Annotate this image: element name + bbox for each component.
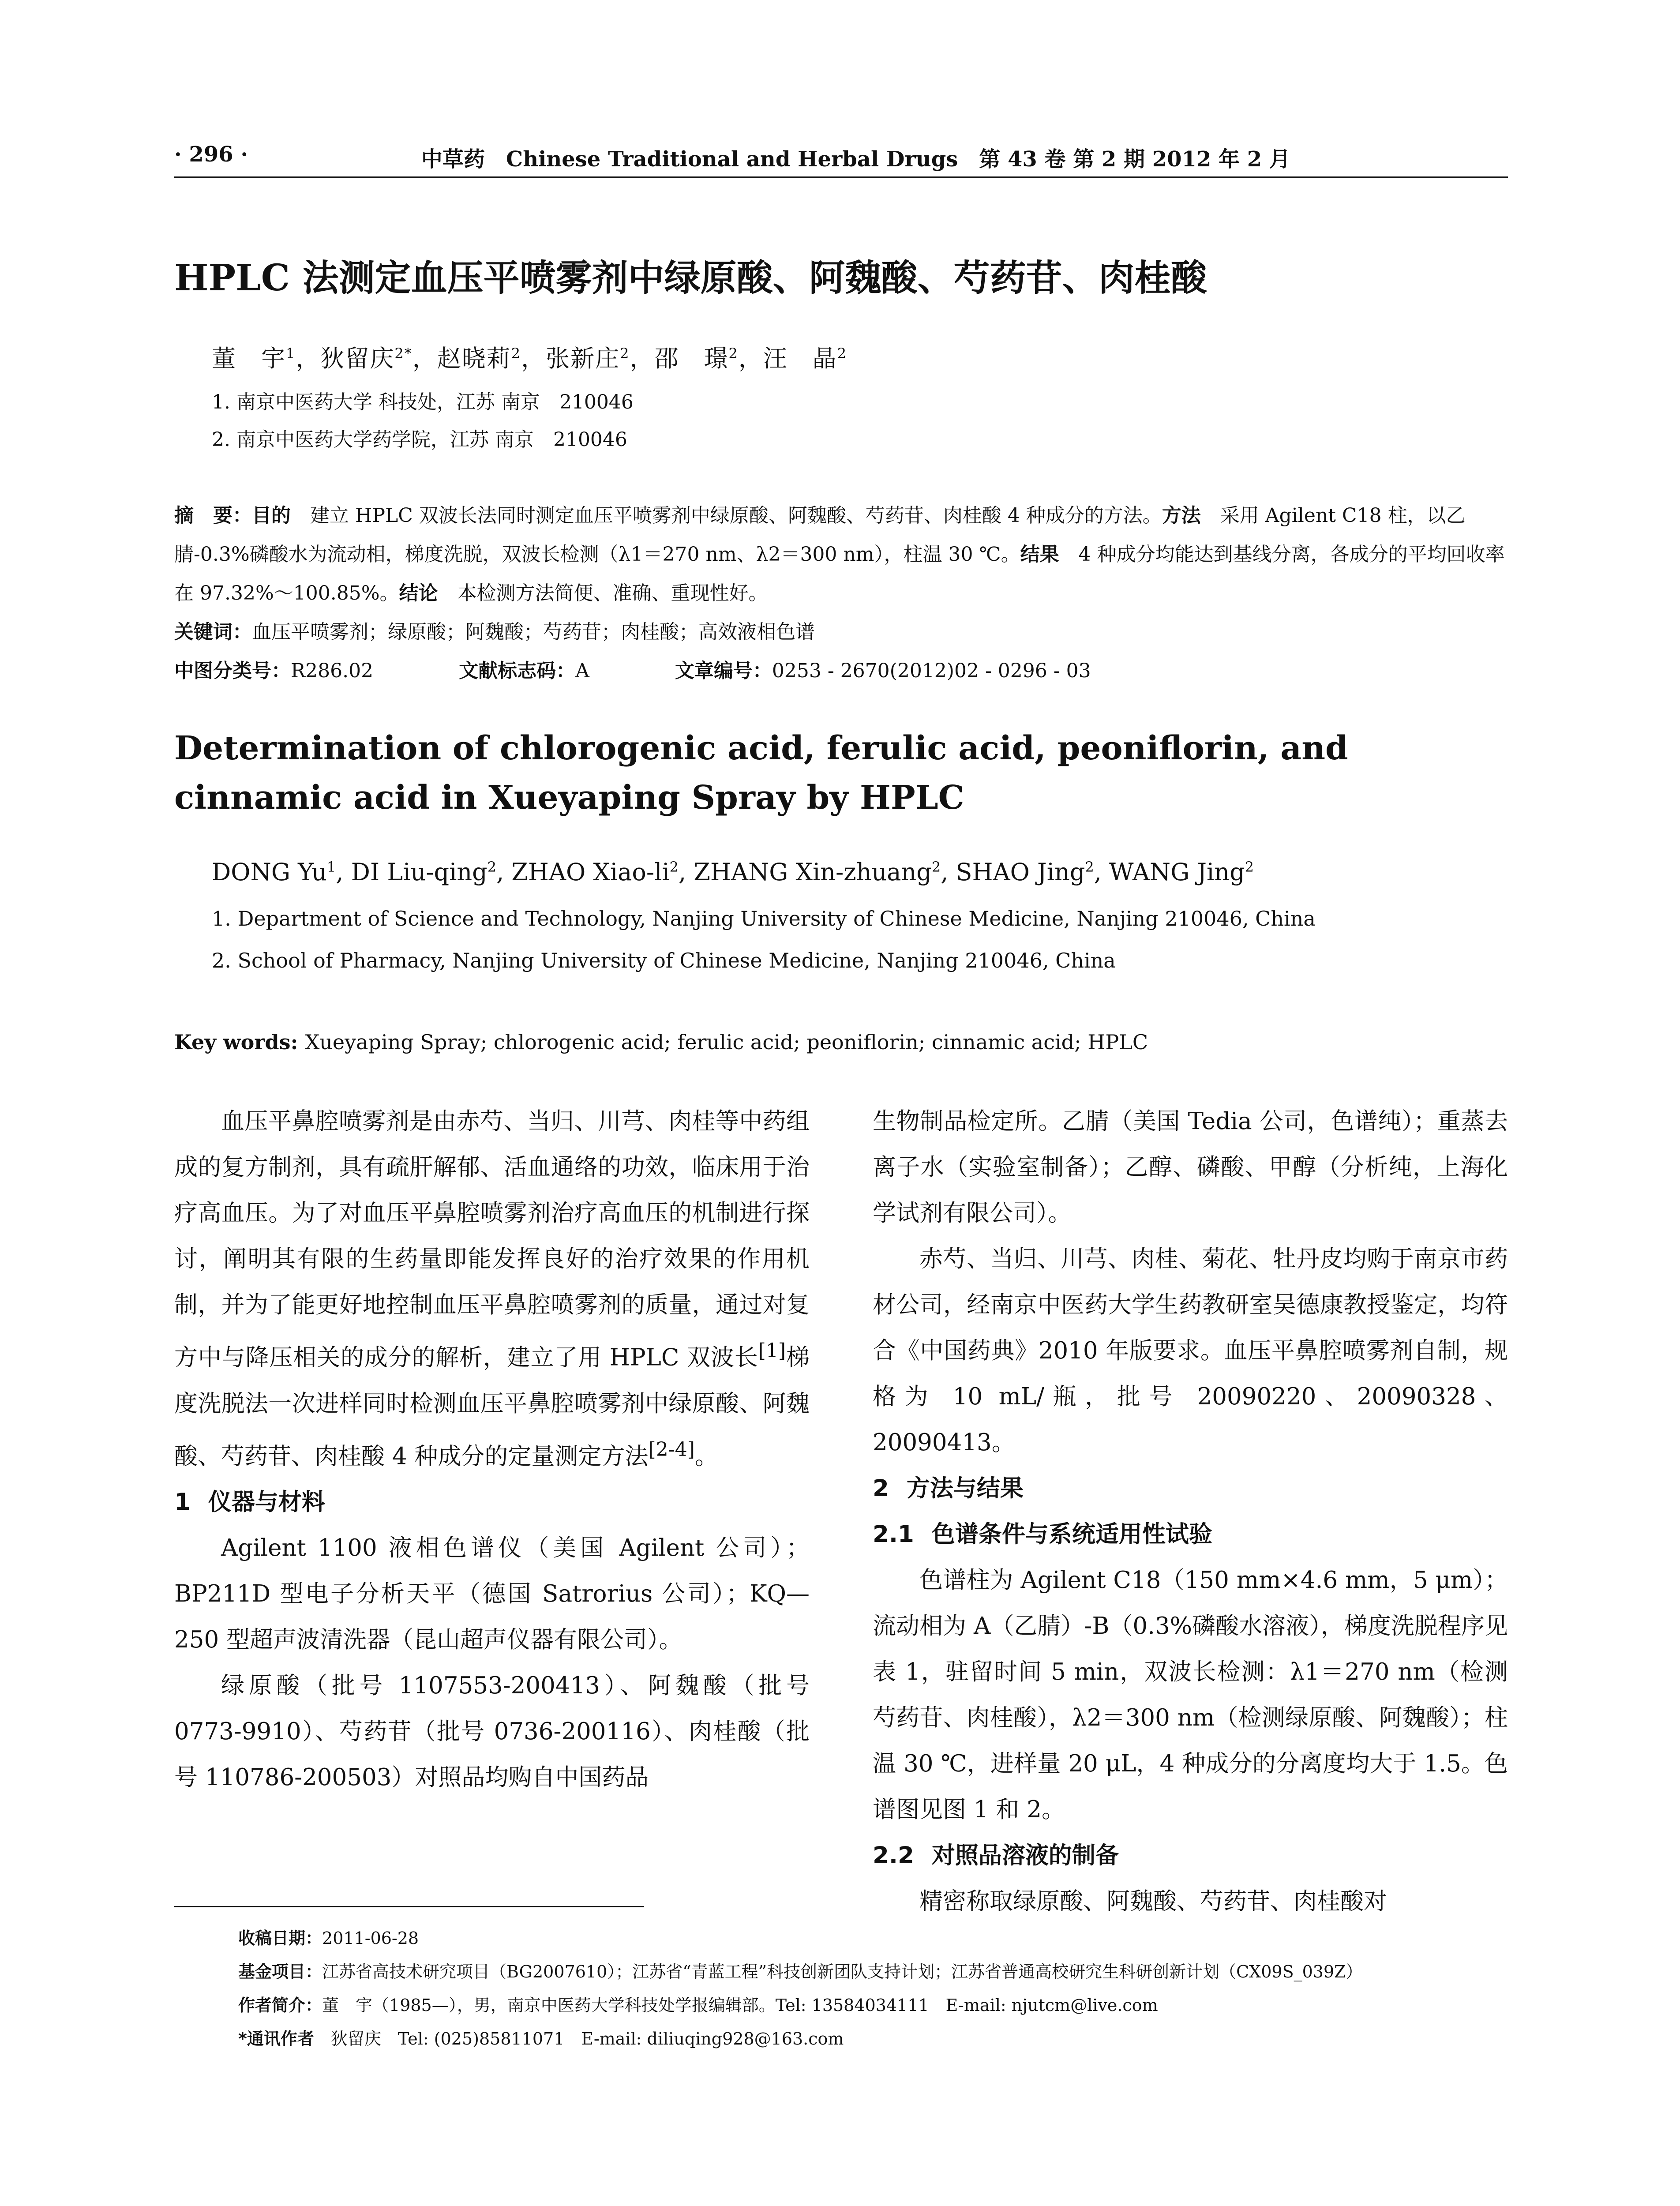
keywords-english xyxy=(174,1030,1148,1054)
author-superscript: 1 xyxy=(286,345,296,362)
author-superscript: 2 xyxy=(1245,859,1254,875)
author-name-en: WANG Jing xyxy=(1109,858,1245,886)
objective-label: 目的 xyxy=(252,504,291,527)
affiliation-cn-2: 2. 南京中医药大学药学院，江苏 南京 210046 xyxy=(212,428,627,451)
footnote-received xyxy=(238,1921,1509,1955)
fund-label: 基金项目： xyxy=(238,1962,322,1981)
citation: [1] xyxy=(758,1339,786,1362)
reference-standards-paragraph: 绿原酸（批号 1107553-200413）、阿魏酸（批号 0773-9910）、芍药苷（批号 0736-200116）、肉桂酸（批号 110786-200503）对照品均购自中国药品 xyxy=(174,1672,810,1791)
author-name-en: DONG Yu xyxy=(212,858,327,886)
author-name: 汪 晶 xyxy=(763,345,837,372)
intro-text-a: 血压平鼻腔喷雾剂是由赤芍、当归、川芎、肉桂等中药组成的复方制剂，具有疏肝解郁、活血通络的功效，临床用于治疗高血压。为了对血压平鼻腔喷雾剂治疗高血压的机制进行探讨，阐明其有限的生药量即能发挥良好的治疗效果的作用机制，并为了能更好地控制血压平鼻腔喷雾剂的质量，通过对复方中与降压相关的成分的解析，建立了用 HPLC 双波长 xyxy=(174,1108,810,1371)
method-text: 采用 Agilent C18 柱，以乙腈-0.3%磷酸水为流动相，梯度洗脱，双波长检测（λ1＝270 nm、λ2＝300 nm），柱温 30 ℃。 xyxy=(174,504,1466,566)
footnote-rule xyxy=(174,1906,644,1907)
keywords-cn-text: 血压平喷雾剂；绿原酸；阿魏酸；芍药苷；肉桂酸；高效液相色谱 xyxy=(252,621,815,643)
abstract-paragraph xyxy=(174,496,1508,613)
footnote-fund xyxy=(238,1955,1509,1988)
result-text: 4 种成分均能达到基线分离，各成分的平均回收率在 97.32%～100.85%。 xyxy=(174,543,1505,604)
corresponding-text: 狄留庆 Tel: (025)85811071 E-mail: diliuqing928@163.com xyxy=(314,2029,844,2048)
article-number-value: 0253 - 2670(2012)02 - 0296 - 03 xyxy=(772,660,1091,682)
conclusion-label: 结论 xyxy=(399,582,438,604)
affiliation-en-2: 2. School of Pharmacy, Nanjing University of Chinese Medicine, Nanjing 210046, China xyxy=(212,949,1116,972)
author-superscript: 2 xyxy=(1085,859,1094,875)
subsection-title: 对照品溶液的制备 xyxy=(931,1842,1119,1869)
footnotes xyxy=(238,1921,1509,2056)
author-superscript: 2 xyxy=(620,345,630,362)
keywords-cn-label: 关键词： xyxy=(174,621,252,643)
affiliation-cn-1: 1. 南京中医药大学 科技处，江苏 南京 210046 xyxy=(212,391,634,413)
clc-value: R286.02 xyxy=(291,660,374,682)
keywords-en-text: Xueyaping Spray; chlorogenic acid; ferulic acid; peoniflorin; cinnamic acid; HPLC xyxy=(305,1030,1148,1054)
author-name-en: ZHANG Xin-zhuang xyxy=(694,858,932,886)
authors-english: DONG Yu$^1$, DI Liu-qing$^2$, ZHAO Xiao-$li^2$, ZHANG Xin-zhuang$^2$, SHAO Jing$^2$, WANG Jing$^2$ xyxy=(212,858,1254,886)
section-heading-1 xyxy=(174,1479,810,1525)
reference-standards-continued: 生物制品检定所。乙腈（美国 Tedia 公司，色谱纯）；重蒸去离子水（实验室制备）；乙醇、磷酸、甲醇（分析纯，上海化学试剂有限公司）。 xyxy=(873,1108,1508,1227)
author-superscript: 2 xyxy=(837,345,848,362)
chromatography-paragraph: 色谱柱为 Agilent C18（150 mm×4.6 mm，5 μm）；流动相为 A（乙腈）-B（0.3%磷酸水溶液），梯度洗脱程序见表 1，驻留时间 5 min，双波长检测：λ1＝270 nm（检测芍药苷、肉桂酸），λ2＝300 nm（检测绿原酸、阿魏酸）；柱温 30 ℃，进样量 20 μL，4 种成分的分离度均大于 1.5。色谱图见图 1 和 2。 xyxy=(873,1567,1508,1823)
affiliation-en-1: 1. Department of Science and Technology, Nanjing University of Chinese Medicine, Nanjing 210046, China xyxy=(212,907,1316,930)
journal-header: 中草药 Chinese Traditional and Herbal Drugs 第 43 卷 第 2 期 2012 年 2 月 xyxy=(421,147,1290,172)
author-superscript: 2 xyxy=(669,859,679,875)
author-superscript: 2 xyxy=(511,345,521,362)
page-number: · 296 · xyxy=(174,142,248,167)
section-title: 方法与结果 xyxy=(906,1475,1024,1502)
author-superscript: 2* xyxy=(394,345,412,362)
intro-text-c: 。 xyxy=(694,1443,718,1470)
article-number-label: 文章编号： xyxy=(675,660,772,682)
title-chinese: HPLC 法测定血压平喷雾剂中绿原酸、阿魏酸、芍药苷、肉桂酸 xyxy=(174,257,1207,299)
author-name-en: ZHAO Xiao-li xyxy=(511,858,670,886)
abstract-block xyxy=(174,496,1508,690)
fund-text: 江苏省高技术研究项目（BG2007610）；江苏省“青蓝工程”科技创新团队支持计划；江苏省普通高校研究生科研创新计划（CX09S_039Z） xyxy=(322,1962,1363,1981)
author-name-en: DI Liu-qing xyxy=(351,858,488,886)
author-superscript: 2 xyxy=(931,859,941,875)
received-label: 收稿日期： xyxy=(238,1928,322,1948)
result-label: 结果 xyxy=(1020,543,1059,566)
subsection-heading-2-1 xyxy=(873,1512,1508,1557)
author-name: 张新庄 xyxy=(546,345,620,372)
received-date: 2011-06-28 xyxy=(322,1928,419,1948)
intro-text-b: 梯度洗脱法一次进样同时检测血压平鼻腔喷雾剂中绿原酸、阿魏酸、芍药苷、肉桂酸 4 种成分的定量测定方法 xyxy=(174,1344,810,1470)
method-label: 方法 xyxy=(1162,504,1201,527)
preparation-paragraph: 精密称取绿原酸、阿魏酸、芍药苷、肉桂酸对 xyxy=(919,1888,1387,1915)
classification-row xyxy=(174,652,1508,690)
intro-paragraph xyxy=(174,1099,810,1479)
herbs-paragraph: 赤芍、当归、川芎、肉桂、菊花、牡丹皮均购于南京市药材公司，经南京中医药大学生药教研室吴德康教授鉴定，均符合《中国药典》2010 年版要求。血压平鼻腔喷雾剂自制，规格为 10 mL/瓶，批号 20090220、20090328、20090413。 xyxy=(873,1246,1508,1456)
author-bio-text: 董 宇（1985—），男，南京中医药大学科技处学报编辑部。Tel: 13584034111 E-mail: njutcm@live.com xyxy=(322,1996,1158,2015)
author-superscript: 2 xyxy=(728,345,739,362)
running-header xyxy=(174,138,1508,177)
objective-text: 建立 HPLC 双波长法同时测定血压平喷雾剂中绿原酸、阿魏酸、芍药苷、肉桂酸 4 种成分的方法。 xyxy=(291,504,1162,527)
abstract-label: 摘 要： xyxy=(174,504,252,527)
body-column-right xyxy=(873,1099,1508,1925)
keywords-en-label: Key words: xyxy=(174,1030,305,1054)
footnote-corresponding xyxy=(238,2022,1509,2056)
author-name: 狄留庆 xyxy=(320,345,395,372)
section-number: 2 xyxy=(873,1475,889,1502)
section-title: 仪器与材料 xyxy=(208,1489,325,1516)
instruments-paragraph: Agilent 1100 液相色谱仪（美国 Agilent 公司）；BP211D 型电子分析天平（德国 Satrorius 公司）；KQ—250 型超声波清洗器（昆山超声仪器有限公司）。 xyxy=(174,1534,810,1654)
author-superscript: 1 xyxy=(326,859,336,875)
author-name: 赵晓莉 xyxy=(437,345,511,372)
conclusion-text: 本检测方法简便、准确、重现性好。 xyxy=(438,582,768,604)
doc-code-label: 文献标志码： xyxy=(459,660,576,682)
body-column-left xyxy=(174,1099,810,1801)
subsection-title: 色谱条件与系统适用性试验 xyxy=(931,1521,1212,1548)
header-rule xyxy=(174,176,1508,178)
corresponding-label: *通讯作者 xyxy=(238,2029,314,2048)
author-name: 邵 璟 xyxy=(654,345,729,372)
section-heading-2 xyxy=(873,1466,1508,1512)
footnote-author xyxy=(238,1988,1509,2022)
section-number: 1 xyxy=(174,1489,191,1516)
clc-label: 中图分类号： xyxy=(174,660,291,682)
authors-chinese: 董 宇$^1$，狄留庆$^{2*}$，赵晓莉$^2$，张新庄$^2$，邵 璟$^2$，汪 晶$^2$ xyxy=(212,345,848,372)
author-bio-label: 作者简介： xyxy=(238,1996,322,2015)
subsection-number: 2.1 xyxy=(873,1521,914,1548)
subsection-number: 2.2 xyxy=(873,1842,914,1869)
author-name-en: SHAO Jing xyxy=(956,858,1085,886)
keywords-cn xyxy=(174,613,1508,652)
author-name: 董 宇 xyxy=(212,345,286,372)
citation: [2-4] xyxy=(648,1438,695,1461)
author-superscript: 2 xyxy=(487,859,497,875)
subsection-heading-2-2 xyxy=(873,1833,1508,1879)
title-english: Determination of chlorogenic acid, ferulic acid, peoniflorin, and cinnamic acid in Xueyaping Spray by HPLC xyxy=(174,729,1348,817)
doc-code-value: A xyxy=(575,660,589,682)
